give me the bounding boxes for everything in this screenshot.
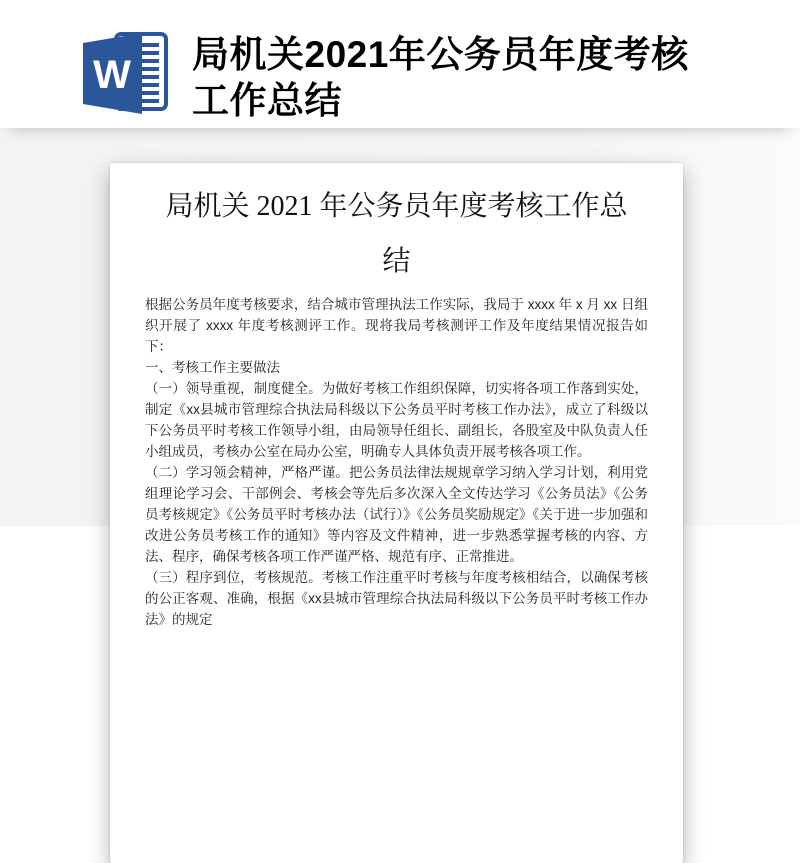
document-title: 局机关 2021 年公务员年度考核工作总结 bbox=[165, 191, 628, 277]
document-paragraph: （一）领导重视，制度健全。为做好考核工作组织保障，切实将各项工作落到实处，制定《xx县城市管理综合执法局科级以下公务员平时考核工作办法》，成立了科级以下公务员平时考核工作领导小组，由局领导任组长、副组长，各股室及中队负责人任小组成员，考核办公室在局办公室，明确专人具体负责开展考核各项工作。 bbox=[145, 381, 648, 459]
document-header bbox=[0, 0, 800, 128]
word-icon-graphic bbox=[78, 30, 170, 116]
document-paragraph: （二）学习领会精神，严格严谨。把公务员法律法规规章学习纳入学习计划，利用党组理论学习会、干部例会、考核会等先后多次深入全文传达学习《公务员法》《公务员考核规定》《公务员平时考核办法（试行）》《公务员奖励规定》《关于进一步加强和改进公务员考核工作的通知》等内容及文件精神，进一步熟悉掌握考核的内容、方法、程序，确保考核各项工作严谨严格、规范有序、正常推进。 bbox=[145, 465, 648, 564]
document-preview-area[interactable] bbox=[0, 128, 800, 627]
word-icon-letter: W bbox=[93, 53, 131, 97]
word-file-icon bbox=[78, 30, 170, 116]
document-paragraph: 根据公务员年度考核要求，结合城市管理执法工作实际，我局于 xxxx 年 x 月 xx 日组织开展了 xxxx 年度考核测评工作。现将我局考核测评工作及年度结果情况报告如下： bbox=[145, 297, 648, 354]
document-body bbox=[145, 294, 648, 630]
document-paragraph: （三）程序到位，考核规范。考核工作注重平时考核与年度考核相结合，以确保考核的公正客观、准确，根据《xx县城市管理综合执法局科级以下公务员平时考核工作办法》的规定 bbox=[145, 570, 648, 627]
page-title: 局机关2021年公务员年度考核工作总结 bbox=[192, 34, 689, 121]
document-page bbox=[110, 163, 683, 863]
document-paragraph: 一、考核工作主要做法 bbox=[145, 360, 280, 375]
